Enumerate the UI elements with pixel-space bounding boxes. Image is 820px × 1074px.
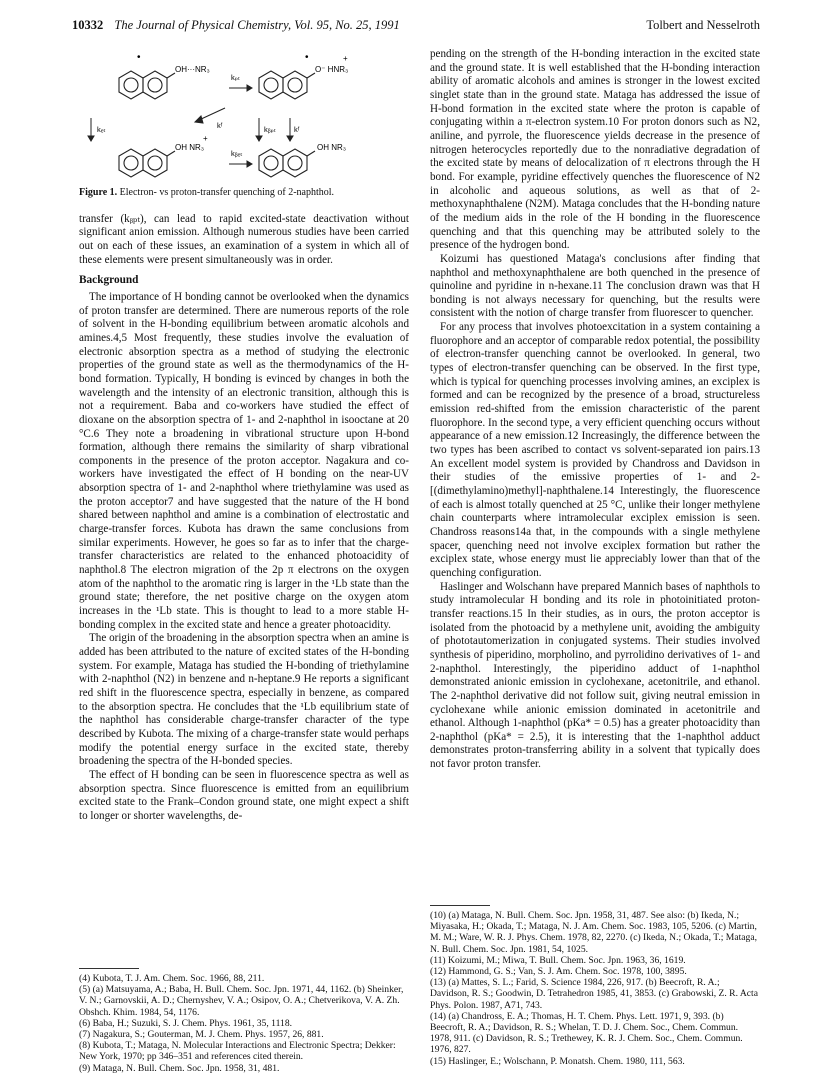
arrow-ket [88,118,94,141]
header-authors: Tolbert and Nesselroth [646,18,760,32]
label-kpt: kₚₜ [231,73,241,82]
dot-top-right: • [305,52,309,63]
reference: (8) Kubota, T.; Mataga, N. Molecular Interactions and Electronic Spectra; Dekker: New York, 1970; pp 346–351 and references cited therein. [79,1040,396,1063]
reference: (11) Koizumi, M.; Miwa, T. Bull. Chem. Soc. Jpn. 1963, 36, 1619. [430,954,686,966]
caption-label: Figure 1. [79,186,118,198]
label-bottom-left: OH NR₃ [175,143,205,152]
naphthalene-top-right [259,71,315,99]
label-kf: kᶠ [217,121,223,130]
figure-caption [79,187,409,199]
reference: (6) Baba, H.; Suzuki, S. J. Chem. Phys. 1961, 35, 1118. [79,1017,293,1029]
label-ket: kₑₜ [97,125,106,134]
paragraph: Koizumi has questioned Mataga's conclusions after finding that naphthol and methoxynaphthalene are both quenched in the presence of quinoline and pyridine in n-hexane.11 The conclusion drawn was that H bonding is not always necessary for quenching, but the results were consistent with the notion of charge transfer from fluorescer to quencher. [430,252,760,320]
header-left [72,18,400,33]
right-column [430,48,760,772]
label-kbet: kᵦₑₜ [231,149,243,158]
left-footnotes [79,968,409,1074]
label-top-left: OH···NR₃ [175,65,210,74]
dot-top-left: • [137,52,141,63]
paragraph: transfer (kᵦₚₜ), can lead to rapid excited-state deactivation without significant anion emission. Although numerous studies have been carried out on each of these issues, an examination of a system in which all of these elements were present simultaneously was in order. [79,212,409,266]
reference: (9) Mataga, N. Bull. Chem. Soc. Jpn. 1958, 31, 481. [79,1062,280,1074]
running-header [72,18,760,38]
label-top-right: O⁻ HNR₃ [315,65,349,74]
caption-text: Electron- vs proton-transfer quenching of 2-naphthol. [119,186,335,198]
reference: (7) Nagakura, S.; Gouterman, M. J. Chem. Phys. 1957, 26, 881. [79,1029,324,1041]
naphthalene-top-left [119,71,175,99]
paragraph: Haslinger and Wolschann have prepared Mannich bases of naphthols to study intramolecular H bonding and its role in photoinitiated proton-transfer reactions.15 In their studies, as in ours, the proton acceptor is isolated from the photoacid by a methylene unit, avoiding the ambiguity of phototautomerization in conjugated systems. Their studies involved synthesis of piperidino, morpholino, and pyrrolidino derivatives of 1- and 2-naphthol. Interestingly, the piperidino adduct of 1-naphthol demonstrated anionic emission in cyclohexane, acetonitrile, and ethanol. The 2-naphthol derivative did not follow suit, giving neutral emission in cyclohexane while anionic emission dominated in acetonitrile and ethanol. Although 1-naphthol (pKa* = 0.5) has a greater photoacidity than 2-naphthol (pKa* = 2.5), it is interesting that the 1-naphthol adduct demonstrates proton-transferring ability in a solvent that typically does not favor proton transfer. [430,580,760,771]
label-kf-right: kᶠ [294,125,300,134]
footnote-rule [430,905,490,906]
arrow-kbet [229,161,252,167]
paragraph: The importance of H bonding cannot be overlooked when the dynamics of proton transfer are determined. There are numerous reports of the role of solvent in the H-bonding equilibrium between aromatic alcohols and amines.4,5 Most frequently, these studies involve the evaluation of electronic absorption spectra as a method of studying the electronic properties of the ground state as well as the thermodynamics of the H-bond formation. Typically, H bonding is evinced by changes in both the wavelength and the intensity of an electronic transition, although this is not a requirement. Baba and co-workers have studied the effect of dioxane on the absorption spectra of 1- and 2-naphthol in isooctane at 20 °C.6 They note a broadening in vibrational structure upon H-bond formation, although there remains the similarity of sharp vibrational components in the presence of the proton acceptor. Nagakura and co-workers have investigated the effect of H bonding on the near-UV absorption spectra of 1- and 2-naphthol where triethylamine was used as the proton acceptor7 and have suggested that the nature of the H bond shared between naphthol and amine is a combination of electrostatic and charge-transfer forces. Kubota has drawn the same conclusions from similar experiments. However, he goes so far as to infer that the charge-transfer characteristics are related to the enhanced photoacidity of naphthol.8 The electron migration of the 2p π electrons on the oxygen atom of the naphthol to the aromatic ring is larger in the ¹Lb state than the ground state; therefore, the net positive charge on the oxygen atom increases in the ¹Lb state. This is thought to lead to a more stable H-bonding complex in the excited state and hence a greater photoacidity. [79,290,409,631]
right-footnotes [430,905,760,1067]
label-kbpt: kᵦₚₜ [264,125,277,134]
reference: (13) (a) Mattes, S. L.; Farid, S. Science 1984, 226, 917. (b) Beecroft, R. A.; Davidson, R. S.; Goodwin, D. Tetrahedron 1985, 41, 3853. (c) Grabowski, Z. R. Acta Phys. Polon. 1987, A71, 743. [430,977,758,1011]
plus-bottom-left: + [203,134,208,143]
paragraph: The effect of H bonding can be seen in fluorescence spectra as well as absorption spectra. Since fluorescence is emitted from an equilibrium excited state to the Frank–Condon ground state, one might expect a shift to longer or shorter wavelengths, de- [79,768,409,822]
paragraph: The origin of the broadening in the absorption spectra when an amine is added has been attributed to the nature of excited states of the H-bonding system. For example, Mataga has studied the H-bonding of triethylamine with 2-naphthol (N2) in benzene and n-heptane.9 He reports a significant red shift in the fluorescence spectra, especially in benzene, as compared to the absorption spectra. He concludes that the ¹Lb equilibrium state of the naphthol has considerable charge-transfer character of the type described by Kubota. The mixing of a charge-transfer state would perhaps modify the potential energy surface in the excited state, thereby broadening the spectra of the H-bonded species. [79,632,409,768]
label-bottom-right: OH NR₃ [317,143,347,152]
reference: (14) (a) Chandross, E. A.; Thomas, H. T. Chem. Phys. Lett. 1971, 9, 393. (b) Beecroft, R. A.; Davidson, R. S.; Whelan, T. D. J. Chem. Soc., Chem. Commun. 1978, 911. (c) Davidson, R. S.; Trethewey, K. R. J. Chem. Soc., Chem. Commun. 1976, 827. [430,1010,743,1056]
footnote-rule [79,968,139,969]
reference: (5) (a) Matsuyama, A.; Baba, H. Bull. Chem. Soc. Jpn. 1971, 44, 1162. (b) Sheinker, V. N.; Garnovskii, A. D.; Chernyshev, V. A.; Osipov, O. A.; Chetverikova, V. A. Zh. Obshch. Khim. 1984, 54, 1176. [79,984,404,1018]
reference: (15) Haslinger, E.; Wolschann, P. Monatsh. Chem. 1980, 111, 563. [430,1055,685,1067]
plus-top-right: + [343,54,348,63]
page-number: 10332 [72,18,104,32]
arrow-kpt [229,85,252,91]
reference: (12) Hammond, G. S.; Van, S. J. Am. Chem. Soc. 1978, 100, 3895. [430,966,687,978]
reference: (4) Kubota, T. J. Am. Chem. Soc. 1966, 88, 211. [79,973,265,984]
paragraph: pending on the strength of the H-bonding interaction in the excited state and the ground state. It is well established that the H-bonding interaction ability of aromatic alcohols and amines is stronger in the lowest excited singlet state than in the ground state. Mataga has addressed the issue of H-bond formation in the excited state where the proton is capable of conjugating within a π-electron system.10 For proton donors such as N2, aniline, and pyrrole, the fluorescence yields decrease in the presence of nitrogen heterocycles reportedly due to the nonradiative degradation of the excited state by means of delocalization of π electrons through the H bond. For example, pyridine effectively quenches the fluorescence of N2 in alcoholic and aqueous solutions, as well as that of 2-methoxynaphthalene (N2M). Mataga concludes that the H-bonding nature of the medium aids in the role of the H bonding in the fluorescence quenching and that this quenching may be attributed solely to the presence of the hydrogen bond. [430,48,760,252]
left-column [79,48,409,824]
figure-1-scheme [79,48,409,180]
paragraph: For any process that involves photoexcitation in a system containing a fluorophore and an acceptor of comparable redox potential, the possibility of electron-transfer quenching cannot be overlooked. In general, two types of electron-transfer quenching can be observed. In the first type, which is typical for quenching processes involving amines, an exciplex is formed and can be recognized by the presence of a broad, structureless emission red-shifted from the emission characteristic of the parent fluorophore. In the second type, a very efficient quenching occurs without appearance of a new emission.12 Increasingly, the difference between the two types has been ascribed to contact vs solvent-separated ion pairs.13 An excellent model system is provided by Chandross and Davidson in their studies of the emissive properties of 1- and 2-[(dimethylamino)methyl]-naphthalene.14 Interestingly, the fluorescence of each is almost totally quenched at 25 °C, unlike their longer methylene chain counterparts where intramolecular exciplex emission is seen. Chandross reasons14a that, in the compounds with a single methylene spacer, quenching need not involve exciplex formation but rather the exciplex state, whose energy must lie appreciably lower than that of the quenching configuration. [430,321,760,579]
reference: (10) (a) Mataga, N. Bull. Chem. Soc. Jpn. 1958, 31, 487. See also: (b) Ikeda, N.; Miyasaka, H.; Okada, T.; Mataga, N. J. Am. Chem. Soc. 1983, 105, 5206. (c) Martin, M. M.; Ware, W. R. J. Phys. Chem. 1978, 82, 2270. (c) Ikeda, N.; Okada, T.; Mataga, N. Bull. Chem. Soc. Jpn. 1981, 54, 1025. [430,910,757,955]
journal-citation: The Journal of Physical Chemistry, Vol. 95, No. 25, 1991 [114,18,400,32]
naphthalene-bottom-right [259,149,315,177]
naphthalene-bottom-left [119,149,175,177]
section-heading: Background [79,274,139,287]
